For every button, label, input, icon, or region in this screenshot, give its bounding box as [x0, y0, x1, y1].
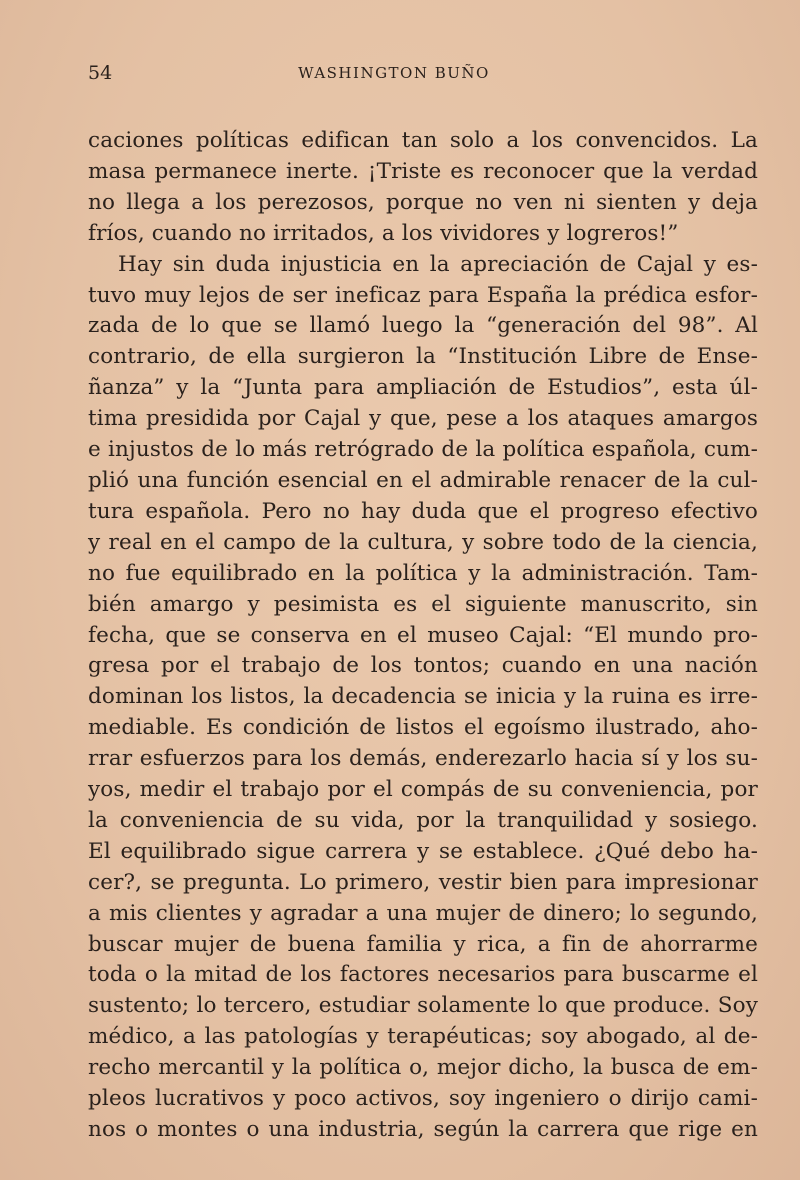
text-line: ñanza” y la “Junta para ampliación de Estudios”, esta úl- [88, 375, 758, 401]
text-line: bién amargo y pesimista es el siguiente manuscrito, sin [88, 591, 758, 617]
text-line: toda o la mitad de los factores necesarios para buscarme el [88, 962, 758, 988]
text-line: tuvo muy lejos de ser ineficaz para España la prédica esfor- [88, 282, 758, 308]
text-line-paragraph-end: fríos, cuando no irritados, a los vividores y logreros!” [88, 220, 679, 246]
text-line: dominan los listos, la decadencia se inicia y la ruina es irre- [88, 684, 758, 710]
text-line: masa permanece inerte. ¡Triste es reconocer que la verdad [88, 158, 758, 184]
text-line: nos o montes o una industria, según la carrera que rige en [88, 1117, 758, 1142]
text-line: sustento; lo tercero, estudiar solamente lo que produce. Soy [88, 993, 758, 1019]
text-line: e injustos de lo más retrógrado de la política española, cum- [88, 437, 758, 463]
text-line: El equilibrado sigue carrera y se establece. ¿Qué debo ha- [88, 838, 758, 864]
text-line: contrario, de ella surgieron la “Institución Libre de Ense- [88, 344, 758, 370]
text-line: cer?, se pregunta. Lo primero, vestir bien para impresionar [88, 869, 758, 895]
text-line: mediable. Es condición de listos el egoísmo ilustrado, aho- [88, 715, 758, 741]
text-line: tura española. Pero no hay duda que el progreso efectivo [88, 498, 758, 524]
text-line: tima presidida por Cajal y que, pese a los ataques amargos [88, 406, 758, 432]
text-line: recho mercantil y la política o, mejor dicho, la busca de em- [88, 1055, 758, 1081]
text-line: la conveniencia de su vida, por la tranquilidad y sosiego. [88, 807, 758, 833]
text-line-paragraph-start: Hay sin duda injusticia en la apreciación de Cajal y es- [118, 251, 758, 277]
text-line: gresa por el trabajo de los tontos; cuando en una nación [88, 653, 758, 679]
page-number: 54 [88, 62, 113, 84]
text-line: rrar esfuerzos para los demás, enderezarlo hacia sí y los su- [88, 746, 758, 772]
text-line: caciones políticas edifican tan solo a los convencidos. La [88, 128, 758, 153]
text-line: yos, medir el trabajo por el compás de su conveniencia, por [88, 777, 758, 803]
text-line: fecha, que se conserva en el museo Cajal: “El mundo pro- [88, 622, 758, 648]
body-text [88, 126, 758, 1146]
text-line: no llega a los perezosos, porque no ven ni sienten y deja [88, 189, 758, 215]
running-title: WASHINGTON BUÑO [298, 64, 490, 82]
text-line: pleos lucrativos y poco activos, soy ingeniero o dirijo cami- [88, 1086, 758, 1112]
text-line: no fue equilibrado en la política y la administración. Tam- [88, 560, 758, 586]
text-line: zada de lo que se llamó luego la “generación del 98”. Al [88, 313, 758, 339]
running-head [88, 62, 700, 92]
text-line: a mis clientes y agradar a una mujer de dinero; lo segundo, [88, 900, 758, 926]
text-line: y real en el campo de la cultura, y sobre todo de la ciencia, [88, 529, 758, 555]
text-line: buscar mujer de buena familia y rica, a fin de ahorrarme [88, 931, 758, 957]
text-line: médico, a las patologías y terapéuticas; soy abogado, al de- [88, 1024, 758, 1050]
text-line: plió una función esencial en el admirable renacer de la cul- [88, 467, 758, 493]
